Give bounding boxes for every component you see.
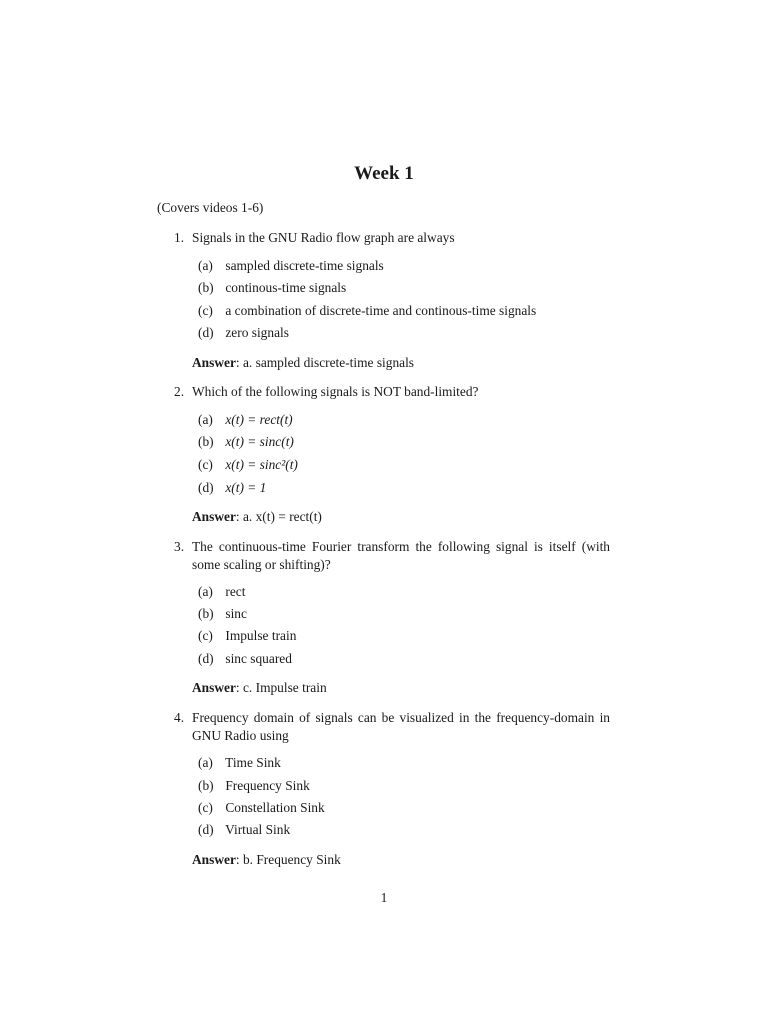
option-text: zero signals xyxy=(225,325,289,340)
option-label: (c) xyxy=(198,800,213,815)
option-label: (c) xyxy=(198,457,213,472)
answer-label: Answer xyxy=(192,355,236,370)
option-label: (b) xyxy=(198,778,214,793)
answer-text: b. Frequency Sink xyxy=(242,852,341,867)
option-label: (d) xyxy=(198,325,214,340)
option-2d xyxy=(198,480,266,496)
option-4a xyxy=(198,755,281,771)
option-2c xyxy=(198,457,298,473)
option-1d xyxy=(198,325,289,341)
question-number: 2. xyxy=(174,384,185,399)
option-1a xyxy=(198,258,384,274)
option-label: (a) xyxy=(198,258,213,273)
option-text: Virtual Sink xyxy=(225,822,291,837)
option-3d xyxy=(198,651,292,667)
option-text: Impulse train xyxy=(225,628,297,643)
question-4 xyxy=(174,709,610,744)
option-text: x(t) = sinc²(t) xyxy=(225,457,298,472)
option-label: (d) xyxy=(198,822,214,837)
answer-label: Answer xyxy=(192,680,236,695)
option-text: x(t) = sinc(t) xyxy=(225,434,294,449)
option-label: (b) xyxy=(198,434,214,449)
option-text: Time Sink xyxy=(225,755,281,770)
option-1c xyxy=(198,303,536,319)
question-1 xyxy=(174,229,610,247)
answer-label: Answer xyxy=(192,852,236,867)
answer-4: Answer: b. Frequency Sink xyxy=(192,852,341,867)
question-number: 3. xyxy=(174,539,185,554)
option-label: (a) xyxy=(198,755,213,770)
question-number: 4. xyxy=(174,710,185,725)
answer-label: Answer xyxy=(192,509,236,524)
option-4d xyxy=(198,822,290,838)
option-label: (c) xyxy=(198,303,213,318)
option-text: x(t) = 1 xyxy=(225,480,267,495)
option-text: rect xyxy=(225,584,246,599)
page-number: 1 xyxy=(380,890,388,905)
option-text: sinc xyxy=(225,606,247,621)
option-text: a combination of discrete-time and continous-time signals xyxy=(225,303,537,318)
option-4c xyxy=(198,800,325,816)
answer-text: a. x(t) = rect(t) xyxy=(242,509,322,524)
option-label: (b) xyxy=(198,280,214,295)
option-text: x(t) = rect(t) xyxy=(225,412,293,427)
option-2a xyxy=(198,412,293,428)
answer-text: c. Impulse train xyxy=(242,680,327,695)
option-3c xyxy=(198,628,296,644)
answer-2: Answer: a. x(t) = rect(t) xyxy=(192,509,322,524)
option-label: (d) xyxy=(198,651,214,666)
question-3 xyxy=(174,538,610,573)
question-text: The continuous-time Fourier transform the following signal is itself (with some scaling or shifting)? xyxy=(192,539,610,572)
answer-1: Answer: a. sampled discrete-time signals xyxy=(192,355,415,370)
answer-3: Answer: c. Impulse train xyxy=(192,680,327,695)
option-label: (a) xyxy=(198,584,213,599)
page-title: Week 1 xyxy=(354,163,414,184)
option-label: (a) xyxy=(198,412,213,427)
question-text: Which of the following signals is NOT band-limited? xyxy=(192,384,479,399)
option-text: Constellation Sink xyxy=(225,800,325,815)
option-text: sampled discrete-time signals xyxy=(225,258,384,273)
question-text: Signals in the GNU Radio flow graph are always xyxy=(192,230,455,245)
option-label: (b) xyxy=(198,606,214,621)
option-3b xyxy=(198,606,247,622)
option-label: (d) xyxy=(198,480,214,495)
answer-text: a. sampled discrete-time signals xyxy=(242,355,415,370)
question-text: Frequency domain of signals can be visualized in the frequency-domain in GNU Radio using xyxy=(192,710,610,743)
option-2b xyxy=(198,434,294,450)
option-3a xyxy=(198,584,245,600)
intro-note: (Covers videos 1-6) xyxy=(157,200,264,215)
option-4b xyxy=(198,778,310,794)
question-number: 1. xyxy=(174,230,185,245)
option-1b xyxy=(198,280,346,296)
option-text: sinc squared xyxy=(225,651,292,666)
option-text: continous-time signals xyxy=(225,280,347,295)
option-text: Frequency Sink xyxy=(225,778,310,793)
question-2 xyxy=(174,383,610,401)
option-label: (c) xyxy=(198,628,213,643)
